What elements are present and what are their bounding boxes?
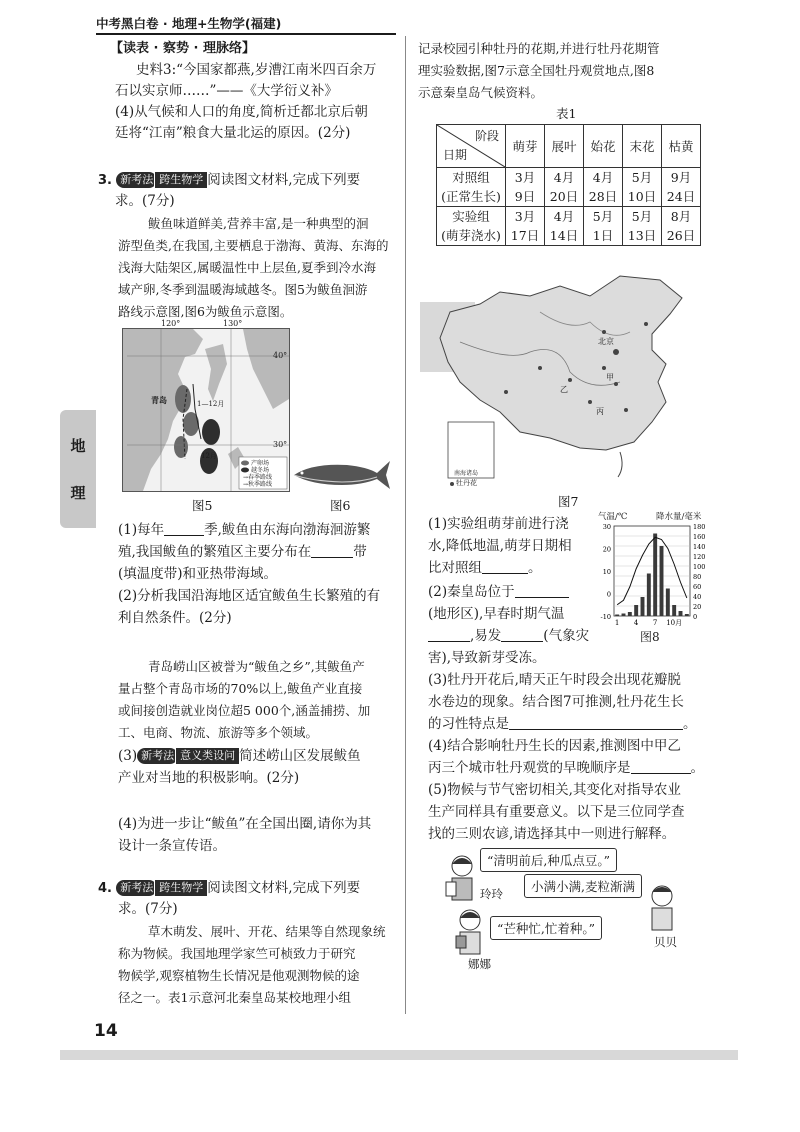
cell-month: 3月 (514, 170, 536, 185)
q3-para2-4: 工、电商、物流、旅游等多个领域。 (118, 725, 319, 740)
right-tick-label: 80 (693, 573, 702, 581)
figure-6-caption: 图6 (330, 498, 351, 513)
precip-bar (647, 574, 651, 617)
right-tick-label: 120 (693, 553, 706, 561)
r-q3-line-2: 水卷边的现象。结合图7可推测,牡丹花生长 (428, 694, 684, 710)
precip-bar (641, 597, 645, 616)
subject-side-tab (60, 410, 96, 528)
proverb-bubble-beibei: 小满小满,麦粒渐满 (524, 874, 642, 898)
climate-chart-svg (596, 510, 716, 640)
cell-day: 17日 (510, 228, 540, 243)
source-3-line-2: 石以实京师……”——《大学衍义补》 (115, 83, 338, 99)
map-lat-30: 30° (273, 440, 288, 449)
table-cell (545, 207, 584, 246)
q3-intro-2: 求。(7分) (115, 193, 175, 209)
q3-header (98, 170, 360, 191)
precip-bar (634, 605, 638, 616)
r-q3-end: 。 (683, 716, 697, 732)
china-map-label-beijing: 北京 (598, 337, 614, 346)
r-q4-line-1: (4)结合影响牡丹生长的因素,推测图中甲乙 (428, 738, 681, 754)
map-legend-winter: 越冬场 (251, 467, 270, 474)
x-tick-label: 4 (633, 619, 639, 627)
r-q1-line-3 (428, 558, 542, 579)
header-rule (96, 33, 396, 35)
r-q2-blank-landform[interactable] (515, 597, 569, 598)
q3-3-prefix: (3) (118, 748, 138, 764)
q3-para-3: 浅海大陆架区,属暖温性中上层鱼,夏季到冷水海 (118, 260, 376, 275)
r-q5-line-3: 找的三则农谚,请选择其中一则进行解释。 (428, 826, 676, 842)
q3-para2-2: 量占整个青岛市场的70%以上,鲅鱼产业直接 (118, 681, 363, 696)
q2-4-line-2: 廷将“江南”粮食大量北运的原因。(2分) (115, 125, 351, 141)
student-name-lingling: 玲玲 (480, 887, 503, 901)
table-1-phenology (436, 124, 701, 246)
china-map-legend: 牡丹花 (456, 479, 477, 487)
section-title: 【读表 · 察势 · 理脉络】 (110, 41, 255, 56)
precip-bar (685, 614, 689, 616)
cell-month: 4月 (553, 170, 575, 185)
q3-1-blank-season[interactable] (164, 535, 204, 536)
q3-1-line-3: (填温度带)和亚热带海域。 (118, 566, 278, 582)
cell-month: 5月 (631, 170, 653, 185)
cell-day: 10日 (627, 189, 657, 204)
q4-intro-1: 阅读图文材料,完成下列要 (207, 880, 361, 896)
r-q2-blank-disaster[interactable] (501, 641, 543, 642)
fish-svg (292, 455, 392, 495)
r-q5-line-2: 生产同样具有重要意义。以下是三位同学查 (428, 804, 685, 820)
column-divider (405, 36, 406, 1014)
map-label-months-1: 1—12月 (197, 400, 225, 408)
cell-month: 5月 (631, 209, 653, 224)
q4-para-1: 草木萌发、展叶、开花、结果等自然现象统 (148, 924, 386, 939)
left-tick-label: 0 (606, 590, 611, 599)
row-label (437, 168, 506, 207)
table-cell (623, 168, 662, 207)
map-label-qingdao: 青岛 (151, 395, 167, 405)
q3-1-text-b: 季,鲅鱼由东海向渤海洄游繁 (204, 522, 371, 538)
row-label-line: (正常生长) (441, 189, 501, 204)
stage-header: 枯黄 (662, 125, 701, 168)
r-q3-text: 的习性特点是 (428, 716, 509, 732)
r-q1-end: 。 (528, 560, 542, 576)
table-cell (545, 168, 584, 207)
stage-header: 展叶 (545, 125, 584, 168)
cell-day: 1日 (592, 228, 614, 243)
precip-bar (666, 589, 670, 617)
r-q3-line-1: (3)牡丹开花后,晴天正午时段会出现花瓣脱 (428, 672, 681, 688)
right-tick-label: 180 (693, 523, 706, 531)
corner-date-label: 日期 (443, 148, 468, 162)
cell-day: 20日 (549, 189, 579, 204)
r-para-3: 示意秦皇岛气候资料。 (418, 85, 544, 100)
q3-4-line-1: (4)为进一步让“鲅鱼”在全国出圈,请你为其 (118, 816, 372, 832)
q3-1-line-2 (118, 542, 367, 563)
r-para-2: 理实验数据,图7示意全国牡丹观赏地点,图8 (418, 63, 655, 78)
cell-day: 24日 (666, 189, 696, 204)
q3-number: 3. (98, 173, 112, 188)
r-q1-text: 比对照组 (428, 560, 482, 576)
table-row-experiment (437, 207, 701, 246)
table-cell (662, 168, 701, 207)
q4-intro-2: 求。(7分) (118, 901, 178, 917)
map-lon-130: 130° (223, 319, 243, 328)
map-lon-120: 120° (161, 319, 181, 328)
cell-month: 4月 (592, 170, 614, 185)
q3-badge-new: 新考法 (116, 172, 157, 188)
x-tick-label: 10月 (666, 619, 683, 627)
china-map-label-jia: 甲 (606, 373, 614, 382)
left-tick-label: -10 (600, 613, 611, 621)
q4-header (98, 878, 360, 899)
footer-bar (60, 1050, 738, 1060)
figure-7-china-map (420, 272, 720, 490)
figure-7-caption: 图7 (558, 494, 579, 509)
left-tick-label: 20 (602, 545, 611, 554)
temperature-line (617, 537, 687, 605)
china-map-label-nanhai: 南海诸岛 (454, 470, 479, 477)
precip-bar (679, 611, 683, 616)
cell-month: 8月 (670, 209, 692, 224)
row-label-line: 实验组 (452, 209, 490, 224)
student-name-nana: 娜娜 (468, 957, 491, 971)
table-cell (584, 207, 623, 246)
table-cell (662, 207, 701, 246)
q3-3-line-1 (118, 746, 361, 767)
r-q1-line-1: (1)实验组萌芽前进行浇 (428, 516, 569, 532)
stage-header: 始花 (584, 125, 623, 168)
r-q5-line-1: (5)物候与节气密切相关,其变化对指导农业 (428, 782, 681, 798)
r-q1-blank[interactable] (482, 573, 528, 574)
r-q2-text-a: (2)秦皇岛位于 (428, 584, 515, 600)
cell-month: 3月 (514, 209, 536, 224)
row-label-line: (萌芽浇水) (441, 228, 501, 243)
q3-1-line-1 (118, 520, 370, 541)
r-q2-text-b: ,易发 (470, 628, 502, 644)
proverb-bubble-nana: “芒种忙,忙着种。” (490, 916, 602, 940)
right-tick-label: 40 (693, 593, 702, 601)
r-q2-text-c: (气象灾 (543, 628, 590, 644)
x-tick-label: 1 (614, 619, 620, 627)
q3-para-4: 域产卵,冬季到温暖海域越冬。图5为鲅鱼洄游 (118, 282, 368, 297)
right-tick-label: 160 (693, 533, 706, 541)
student-name-beibei: 贝贝 (654, 935, 677, 949)
q3-3-text-a: 简述崂山区发展鲅鱼 (239, 748, 361, 764)
q4-number: 4. (98, 881, 112, 896)
q3-2-line-1: (2)分析我国沿海地区适宜鲅鱼生长繁殖的有 (118, 588, 381, 604)
r-q4-line-2 (428, 758, 704, 779)
right-tick-label: 20 (693, 603, 702, 611)
precip-bar (653, 534, 657, 617)
table-cell (506, 168, 545, 207)
table-cell (623, 207, 662, 246)
cell-day: 9日 (514, 189, 536, 204)
stage-header: 萌芽 (506, 125, 545, 168)
precip-bar (622, 614, 626, 617)
r-q1-line-2: 水,降低地温,萌芽日期相 (428, 538, 572, 554)
cell-month: 5月 (592, 209, 614, 224)
q3-3-badge-new: 新考法 (137, 748, 178, 764)
q3-4-line-2: 设计一条宣传语。 (118, 838, 226, 854)
precip-bar (628, 612, 632, 616)
right-tick-label: 140 (693, 543, 706, 551)
q3-2-line-2: 利自然条件。(2分) (118, 610, 232, 626)
r-q2-line-2: (地形区),早春时期气温 (428, 606, 565, 622)
r-q2-line-4: 害),导致新芽受冻。 (428, 650, 546, 666)
r-q4-text: 丙三个城市牡丹观赏的早晚顺序是 (428, 760, 631, 776)
q4-para-3: 物候学,观察植物生长情况是他观测物候的途 (118, 968, 360, 983)
q3-3-badge-type: 意义类设问 (175, 748, 239, 764)
table-header-row (437, 125, 701, 168)
figure-8-caption: 图8 (640, 630, 660, 644)
row-label-line: 对照组 (452, 170, 490, 185)
r-para-1: 记录校园引种牡丹的花期,并进行牡丹花期管 (418, 41, 660, 56)
figure-5-caption: 图5 (192, 498, 213, 513)
q3-1-text-a: (1)每年 (118, 522, 165, 538)
precip-bar (615, 615, 619, 617)
source-3-line-1: 史料3:“今国家都燕,岁漕江南米四百余万 (136, 62, 377, 78)
x-tick-label: 7 (652, 619, 658, 627)
left-tick-label: 10 (602, 568, 611, 576)
precip-bar (660, 546, 664, 616)
cell-day: 13日 (627, 228, 657, 243)
q4-badge-new: 新考法 (116, 880, 157, 896)
figure-8-climate-chart (596, 510, 716, 640)
r-q3-line-3 (428, 714, 697, 735)
chart-left-label: 气温/℃ (598, 512, 628, 522)
r-q4-end: 。 (690, 760, 704, 776)
china-map-label-yi: 乙 (560, 385, 568, 394)
q3-para-5: 路线示意图,图6为鲅鱼示意图。 (118, 304, 293, 319)
side-tab-char-2: 理 (70, 484, 86, 502)
stage-header: 末花 (623, 125, 662, 168)
map-legend-spawn: 产卵场 (251, 460, 270, 467)
r-q2-line-1 (428, 582, 569, 603)
page-header: 中考黑白卷 · 地理+生物学(福建) (96, 16, 282, 31)
q3-1-blank-zone[interactable] (311, 557, 353, 558)
right-tick-label: 60 (693, 583, 702, 591)
q3-para-2: 游型鱼类,在我国,主要栖息于渤海、黄海、东海的 (118, 238, 389, 253)
r-q4-blank[interactable] (631, 773, 691, 774)
q2-4-line-1: (4)从气候和人口的角度,简析迁都北京后朝 (115, 104, 368, 120)
cell-month: 4月 (553, 209, 575, 224)
q3-3-line-2: 产业对当地的积极影响。(2分) (118, 770, 300, 786)
right-tick-label: 100 (693, 563, 706, 571)
proverb-bubble-lingling: “清明前后,种瓜点豆。” (480, 848, 617, 872)
corner-stage-label: 阶段 (474, 129, 499, 143)
map-lat-40: 40° (273, 351, 288, 360)
map-label-months-2: 12月 (201, 452, 217, 460)
precip-bar (672, 605, 676, 616)
r-q2-blank-temp[interactable] (428, 641, 470, 642)
table-cell (506, 207, 545, 246)
q3-para2-1: 青岛崂山区被誉为“鲅鱼之乡”,其鲅鱼产 (148, 659, 365, 674)
chart-right-label: 降水量/毫米 (656, 512, 702, 522)
q3-intro-1: 阅读图文材料,完成下列要 (207, 172, 361, 188)
table-1-title: 表1 (556, 106, 577, 121)
q4-badge-cross: 跨生物学 (154, 880, 207, 896)
right-tick-label: 0 (693, 613, 698, 621)
row-label (437, 207, 506, 246)
map-legend-spring: →春季路线 (243, 474, 273, 481)
page-number: 14 (94, 1021, 118, 1041)
china-map-label-bing: 丙 (596, 407, 604, 416)
q4-para-2: 称为物候。我国地理学家竺可桢致力于研究 (118, 946, 356, 961)
china-map-svg (420, 272, 720, 490)
figure-6-fish (292, 455, 392, 495)
cell-day: 14日 (549, 228, 579, 243)
q3-1-text-d: 带 (353, 544, 367, 560)
cell-day: 26日 (666, 228, 696, 243)
cell-month: 9月 (670, 170, 692, 185)
left-tick-label: 30 (602, 523, 611, 531)
r-q3-blank[interactable] (509, 729, 683, 730)
q3-para2-3: 或间接创造就业岗位超5 000个,涵盖捕捞、加 (118, 703, 371, 718)
table-cell (584, 168, 623, 207)
r-q2-line-3 (428, 626, 589, 647)
figure-5-migration-map (122, 319, 290, 492)
table-corner-cell (437, 125, 506, 168)
q3-1-text-c: 殖,我国鲅鱼的繁殖区主要分布在 (118, 544, 312, 560)
q4-para-4: 径之一。表1示意河北秦皇岛某校地理小组 (118, 990, 351, 1005)
table-row-control (437, 168, 701, 207)
cell-day: 28日 (588, 189, 618, 204)
q3-para-1: 鲅鱼味道鲜美,营养丰富,是一种典型的洄 (148, 216, 369, 231)
map-legend-autumn: →秋季路线 (243, 481, 273, 488)
proverbs-illustration (440, 852, 720, 972)
side-tab-char-1: 地 (70, 437, 86, 455)
q3-badge-cross: 跨生物学 (154, 172, 207, 188)
